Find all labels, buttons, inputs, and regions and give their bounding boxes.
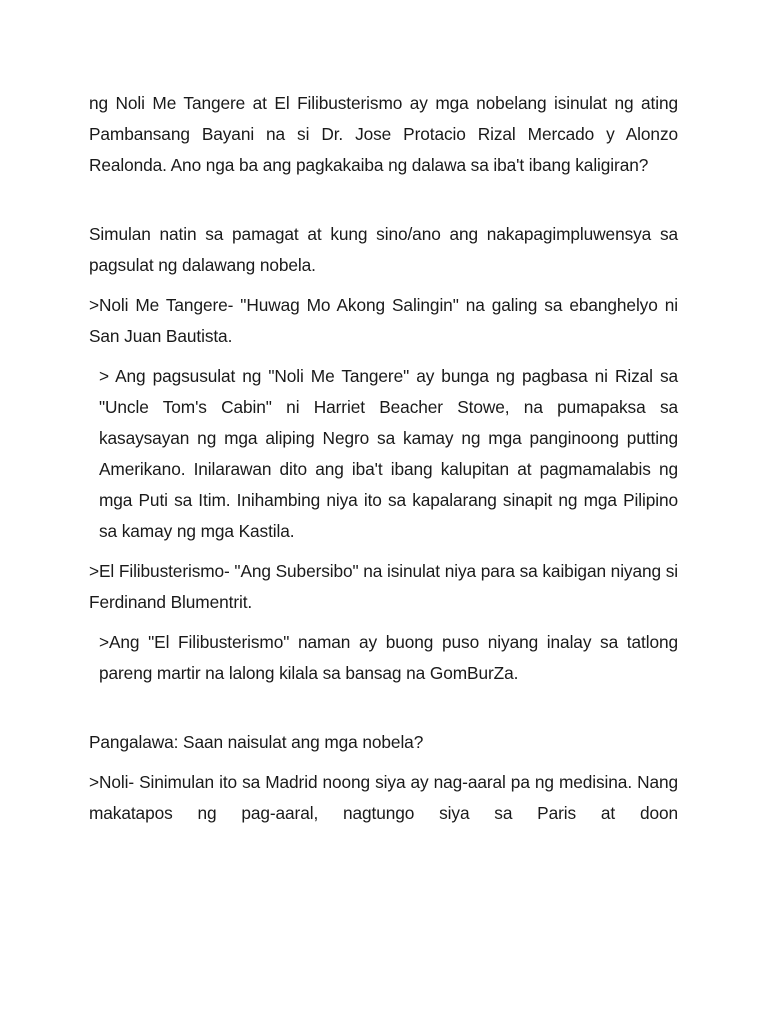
- spacer: [89, 181, 678, 219]
- document-page: [89, 88, 678, 829]
- spacer: [89, 281, 678, 290]
- spacer: [89, 689, 678, 727]
- spacer: [89, 618, 678, 627]
- paragraph-noli-influence: > Ang pagsusulat ng "Noli Me Tangere" ay bunga ng pagbasa ni Rizal sa "Uncle Tom's Cabin" ni Harriet Beacher Stowe, na pumapaksa sa kasaysayan ng mga aliping Negro sa kamay ng mga panginoong putting Amerikano. Inilarawan dito ang iba't ibang kalupitan at pagmamalabis ng mga Puti sa Itim. Inihambing niya ito sa kapalarang sinapit ng mga Pilipino sa kamay ng mga Kastila.: [99, 366, 678, 541]
- paragraph-second-question: Pangalawa: Saan naisulat ang mga nobela?: [89, 732, 424, 752]
- spacer: [89, 758, 678, 767]
- spacer: [89, 352, 678, 361]
- paragraph-fili-dedication: >Ang "El Filibusterismo" naman ay buong puso niyang inalay sa tatlong pareng martir na lalong kilala sa bansag na GomBurZa.: [99, 632, 678, 683]
- paragraph-noli-location: >Noli- Sinimulan ito sa Madrid noong siya ay nag-aaral pa ng medisina. Nang makatapos ng pag-aaral, nagtungo siya sa Paris at doon: [89, 772, 678, 823]
- paragraph-intro: ng Noli Me Tangere at El Filibusterismo ay mga nobelang isinulat ng ating Pambansang Bayani na si Dr. Jose Protacio Rizal Mercado y Alonzo Realonda. Ano nga ba ang pagkakaiba ng dalawa sa iba't ibang kaligiran?: [89, 93, 678, 175]
- paragraph-fili-title: >El Filibusterismo- "Ang Subersibo" na isinulat niya para sa kaibigan niyang si Ferdinand Blumentrit.: [89, 561, 678, 612]
- paragraph-noli-title: >Noli Me Tangere- "Huwag Mo Akong Salingin" na galing sa ebanghelyo ni San Juan Bautista.: [89, 295, 678, 346]
- paragraph-title-influence: Simulan natin sa pamagat at kung sino/ano ang nakapagimpluwensya sa pagsulat ng dalawang nobela.: [89, 224, 678, 275]
- spacer: [89, 547, 678, 556]
